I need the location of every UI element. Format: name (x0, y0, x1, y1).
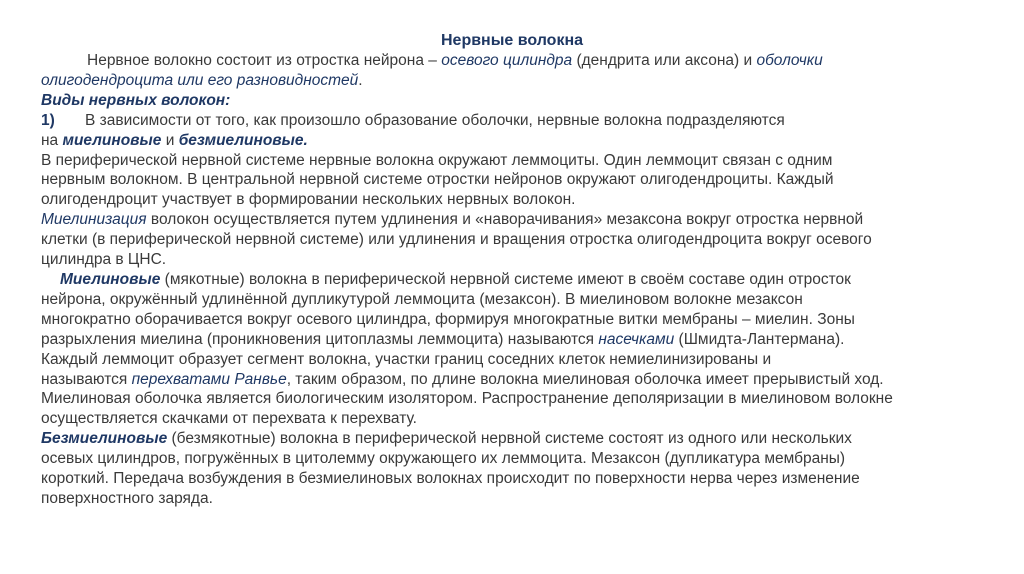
page-title: Нервные волокна (440, 32, 584, 49)
myelinated-line-4 (41, 330, 991, 350)
unmyelinated-heading-term: Безмиелиновые (41, 430, 168, 448)
unmyelinated-line-4: поверхностного заряда. (41, 489, 213, 507)
myelinated-line-7: Миелиновая оболочка является биологическим изолятором. Распространение деполяризации в миелиновом волокне (41, 390, 893, 408)
myelination-line-2: клетки (в периферической нервной системе) или удлинения и вращения отростка олигодендроцита вокруг осевого (41, 231, 872, 249)
paragraph-text: называются (41, 370, 132, 388)
list-item-text: В зависимости от того, как произошло образование оболочки, нервные волокна подразделяются (85, 111, 785, 129)
myelinated-line-8: осуществляется скачками от перехвата к перехвату. (41, 410, 417, 428)
intro-text: Нервное волокно состоит из отростка нейрона – (87, 52, 442, 69)
paragraph-text: (безмякотные) волокна в периферической нервной системе состоят из одного или нескольких (167, 430, 852, 448)
oligodendrocyte-term: олигодендроцита или его разновидностей (41, 71, 359, 89)
paragraph-line: олигодендроцит участвует в формировании нескольких нервных волокон. (41, 191, 576, 209)
list-item-continued (41, 131, 991, 151)
intro-text: . (358, 71, 363, 89)
paragraph-text: , таким образом, по длине волокна миелиновая оболочка имеет прерывистый ход. (286, 370, 884, 388)
unmyelinated-line-2: осевых цилиндров, погружённых в цитолемму окружающего их леммоцита. Мезаксон (дупликатура мембраны) (41, 450, 846, 468)
unmyelinated-line-1 (41, 429, 991, 449)
myelinated-line-5: Каждый леммоцит образует сегмент волокна, участки границ соседних клеток немиелинизированы и (41, 350, 772, 368)
myelination-line-3: цилиндра в ЦНС. (41, 251, 167, 269)
section-heading: Виды нервных волокон: (41, 91, 231, 109)
list-item-text: на (41, 131, 63, 149)
sheath-term: оболочки (756, 52, 823, 69)
document-body (41, 51, 991, 509)
myelination-line-1 (41, 210, 991, 230)
myelinated-term: миелиновые (62, 131, 162, 149)
myelinated-line-3: многократно оборачивается вокруг осевого цилиндра, формируя многократные витки мембраны – миелин. Зоны (41, 310, 855, 328)
axial-cylinder-term: осевого цилиндра (441, 52, 573, 69)
list-number: 1) (41, 111, 55, 129)
paragraph-line: нервным волокном. В центральной нервной системе отростки нейронов окружают олигодендроциты. Каждый (41, 171, 834, 189)
intro-text: (дендрита или аксона) и (572, 52, 757, 69)
unmyelinated-term: безмиелиновые. (178, 131, 308, 149)
intro-line-2 (41, 71, 991, 91)
myelinated-heading-term: Миелиновые (60, 270, 161, 288)
paragraph-line: В периферической нервной системе нервные волокна окружают леммоциты. Один леммоцит связан с одним (41, 151, 833, 169)
paragraph-text: (Шмидта-Лантермана). (674, 330, 845, 348)
ranvier-nodes-term: перехватами Ранвье (131, 370, 287, 388)
myelinated-line-2: нейрона, окружённый удлинённой дупликутурой леммоцита (мезаксон). В миелиновом волокне мезаксон (41, 290, 803, 308)
myelinated-line-6 (41, 370, 991, 390)
paragraph-text: волокон осуществляется путем удлинения и «наворачивания» мезаксона вокруг отростка нервной (146, 211, 864, 229)
myelinated-line-1 (41, 270, 991, 290)
paragraph-text: (мякотные) волокна в периферической нервной системе имеют в своём составе один отросток (160, 270, 851, 288)
incisures-term: насечками (598, 330, 675, 348)
myelination-term: Миелинизация (41, 211, 147, 229)
unmyelinated-line-3: короткий. Передача возбуждения в безмиелиновых волокнах происходит по поверхности нерва через изменение (41, 470, 860, 488)
intro-line-1 (41, 51, 991, 71)
paragraph-text: разрыхления миелина (проникновения цитоплазмы леммоцита) называются (41, 330, 599, 348)
list-item-text: и (161, 131, 179, 149)
list-item (41, 111, 991, 131)
